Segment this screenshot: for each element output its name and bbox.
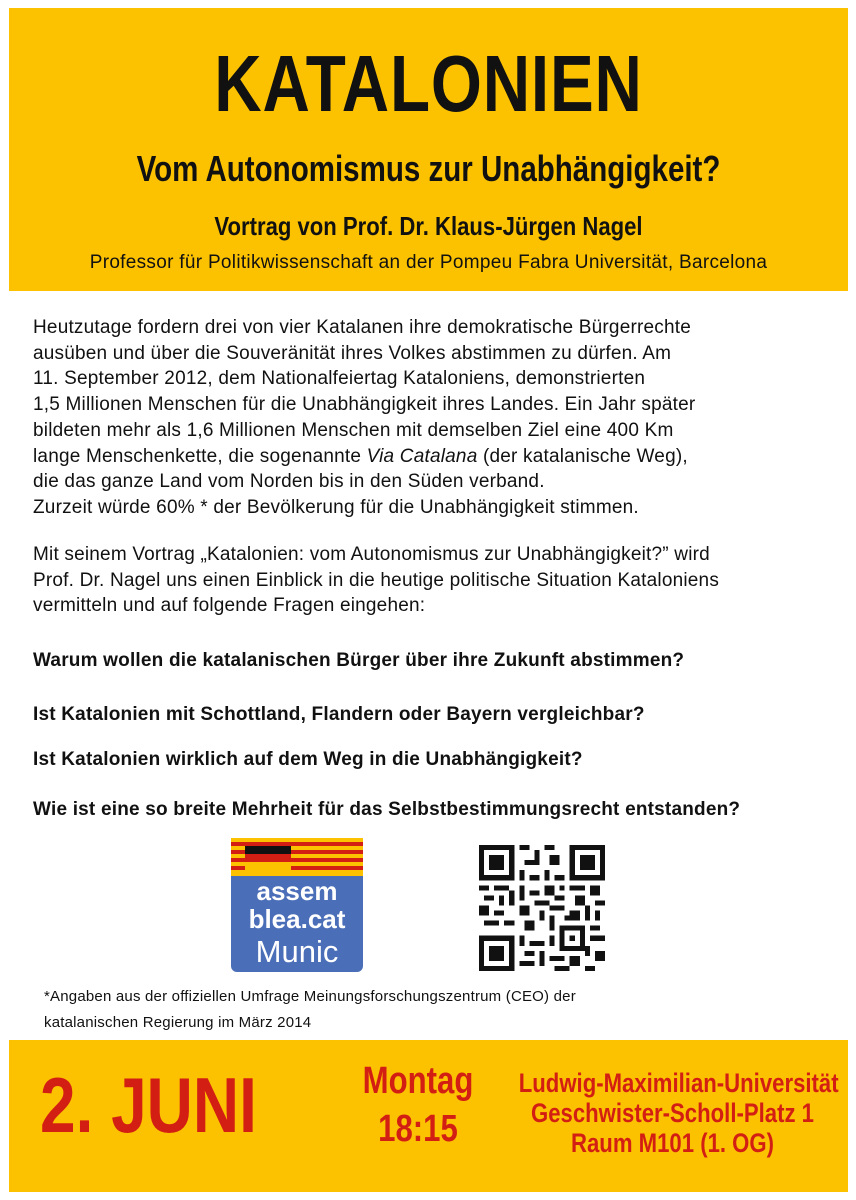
venue-room: Raum M101 (1. OG)	[570, 1128, 775, 1158]
question-1: Warum wollen die katalanischen Bürger über ihre Zukunft abstimmen?	[33, 650, 685, 671]
speaker-affiliation: Professor für Politikwissenschaft an der Pompeu Fabra Universität, Barcelona	[89, 252, 768, 273]
text-line: Mit seinem Vortrag „Katalonien: vom Autonomismus zur Unabhängigkeit?” wird	[33, 544, 710, 565]
header-band	[9, 8, 848, 291]
assemblea-logo	[231, 838, 363, 972]
event-weekday: Montag	[362, 1060, 474, 1102]
logo-text-line: Munic	[255, 934, 339, 969]
assemblea-flag-logo-icon	[231, 838, 363, 876]
text-line: die das ganze Land vom Norden bis in den Süden verband.	[33, 471, 545, 493]
venue-address: Geschwister-Scholl-Platz 1	[530, 1098, 814, 1128]
event-date: 2. JUNI	[40, 1061, 257, 1149]
event-time: 18:15	[378, 1108, 458, 1150]
venue-name: Ludwig-Maximilian-Universität	[518, 1068, 839, 1098]
subtitle: Vom Autonomismus zur Unabhängigkeit?	[136, 148, 721, 189]
question-4: Wie ist eine so breite Mehrheit für das Selbstbestimmungsrecht entstanden?	[33, 799, 741, 820]
intro-paragraph	[33, 315, 833, 521]
text-line: vermitteln und auf folgende Fragen eingehen:	[33, 595, 426, 617]
text-line: Zurzeit würde 60% * der Bevölkerung für die Unabhängigkeit stimmen.	[33, 496, 639, 518]
question-2: Ist Katalonien mit Schottland, Flandern oder Bayern vergleichbar?	[33, 704, 645, 725]
qr-code-icon[interactable]	[479, 845, 605, 971]
main-title: KATALONIEN	[214, 39, 643, 128]
text-line: (der katalanische Weg),	[477, 445, 688, 467]
speaker-line: Vortrag von Prof. Dr. Klaus-Jürgen Nagel	[214, 211, 643, 241]
question-3: Ist Katalonien wirklich auf dem Weg in die Unabhängigkeit?	[33, 749, 583, 770]
logo-text-line: assem	[256, 876, 338, 906]
text-line: bildeten mehr als 1,6 Millionen Menschen mit demselben Ziel eine 400 Km	[33, 419, 674, 441]
text-line: 1,5 Millionen Menschen für die Unabhängigkeit ihres Landes. Ein Jahr später	[33, 394, 696, 416]
lecture-paragraph	[33, 542, 833, 619]
via-catalana-emphasis: Via Catalana	[366, 445, 478, 467]
text-line: Prof. Dr. Nagel uns einen Einblick in die heutige politische Situation Kataloniens	[33, 569, 720, 591]
text-line: Heutzutage fordern drei von vier Katalanen ihre demokratische Bürgerrechte	[33, 317, 691, 338]
footnote-line-2: katalanischen Regierung im März 2014	[44, 1014, 312, 1031]
text-line: ausüben und über die Souveränität ihres Volkes abstimmen zu dürfen. Am	[33, 342, 672, 364]
text-line: 11. September 2012, dem Nationalfeiertag Kataloniens, demonstrierten	[33, 368, 646, 390]
footnote-line-1: *Angaben aus der offiziellen Umfrage Meinungsforschungszentrum (CEO) der	[44, 988, 576, 1005]
logo-text-line: blea.cat	[248, 904, 346, 934]
text-line: lange Menschenkette, die sogenannte	[33, 445, 367, 467]
